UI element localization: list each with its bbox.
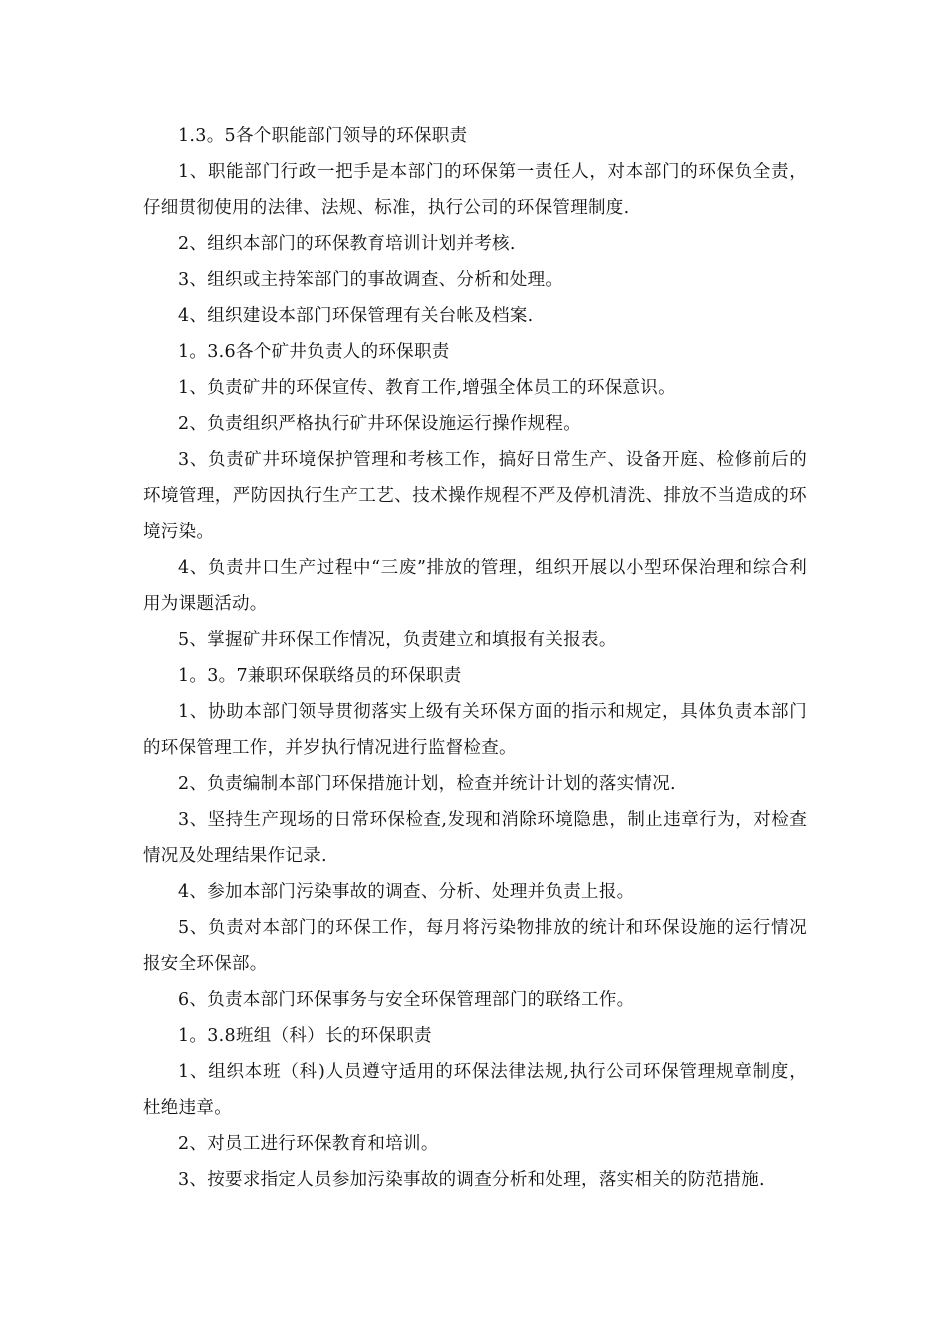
paragraph: 2、负责组织严格执行矿井环保设施运行操作规程。 <box>178 414 582 434</box>
paragraph: 5、负责对本部门的环保工作，每月将污染物排放的统计和环保设施的运行情况报安全环保部。 <box>143 918 807 974</box>
paragraph: 2、组织本部门的环保教育培训计划并考核. <box>178 234 516 254</box>
paragraph: 1、职能部门行政一把手是本部门的环保第一责任人，对本部门的环保负全责，仔细贯彻使用的法律、法规、标准，执行公司的环保管理制度. <box>143 162 807 218</box>
paragraph: 4、负责井口生产过程中“三废”排放的管理，组织开展以小型环保治理和综合利用为课题活动。 <box>143 558 807 614</box>
section-heading-1-3-8: 1。3.8班组（科）长的环保职责 <box>178 1026 432 1046</box>
document-body <box>143 118 807 1198</box>
paragraph: 4、组织建设本部门环保管理有关台帐及档案. <box>178 306 534 326</box>
paragraph: 3、坚持生产现场的日常环保检查,发现和消除环境隐患，制止违章行为，对检查情况及处理结果作记录. <box>143 810 807 866</box>
paragraph: 5、掌握矿井环保工作情况，负责建立和填报有关报表。 <box>178 630 617 650</box>
paragraph: 2、对员工进行环保教育和培训。 <box>178 1134 439 1154</box>
paragraph: 3、组织或主持笨部门的事故调查、分析和处理。 <box>178 270 564 290</box>
paragraph: 1、组织本班（科)人员遵守适用的环保法律法规,执行公司环保管理规章制度，杜绝违章。 <box>143 1062 807 1118</box>
paragraph: 3、按要求指定人员参加污染事故的调查分析和处理，落实相关的防范措施. <box>178 1170 765 1190</box>
section-heading-1-3-5: 1.3。5各个职能部门领导的环保职责 <box>178 126 468 146</box>
paragraph: 1、协助本部门领导贯彻落实上级有关环保方面的指示和规定，具体负责本部门的环保管理工作，并岁执行情况进行监督检查。 <box>143 702 807 758</box>
paragraph: 6、负责本部门环保事务与安全环保管理部门的联络工作。 <box>178 990 635 1010</box>
section-heading-1-3-7: 1。3。7兼职环保联络员的环保职责 <box>178 666 462 686</box>
paragraph: 4、参加本部门污染事故的调查、分析、处理并负责上报。 <box>178 882 635 902</box>
paragraph: 1、负责矿井的环保宣传、教育工作,增强全体员工的环保意识。 <box>178 378 676 398</box>
section-heading-1-3-6: 1。3.6各个矿井负责人的环保职责 <box>178 342 450 362</box>
paragraph: 2、负责编制本部门环保措施计划，检查并统计计划的落实情况. <box>178 774 676 794</box>
paragraph: 3、负责矿井环境保护管理和考核工作，搞好日常生产、设备开庭、检修前后的环境管理，严防因执行生产工艺、技术操作规程不严及停机清洗、排放不当造成的环境污染。 <box>143 450 807 542</box>
